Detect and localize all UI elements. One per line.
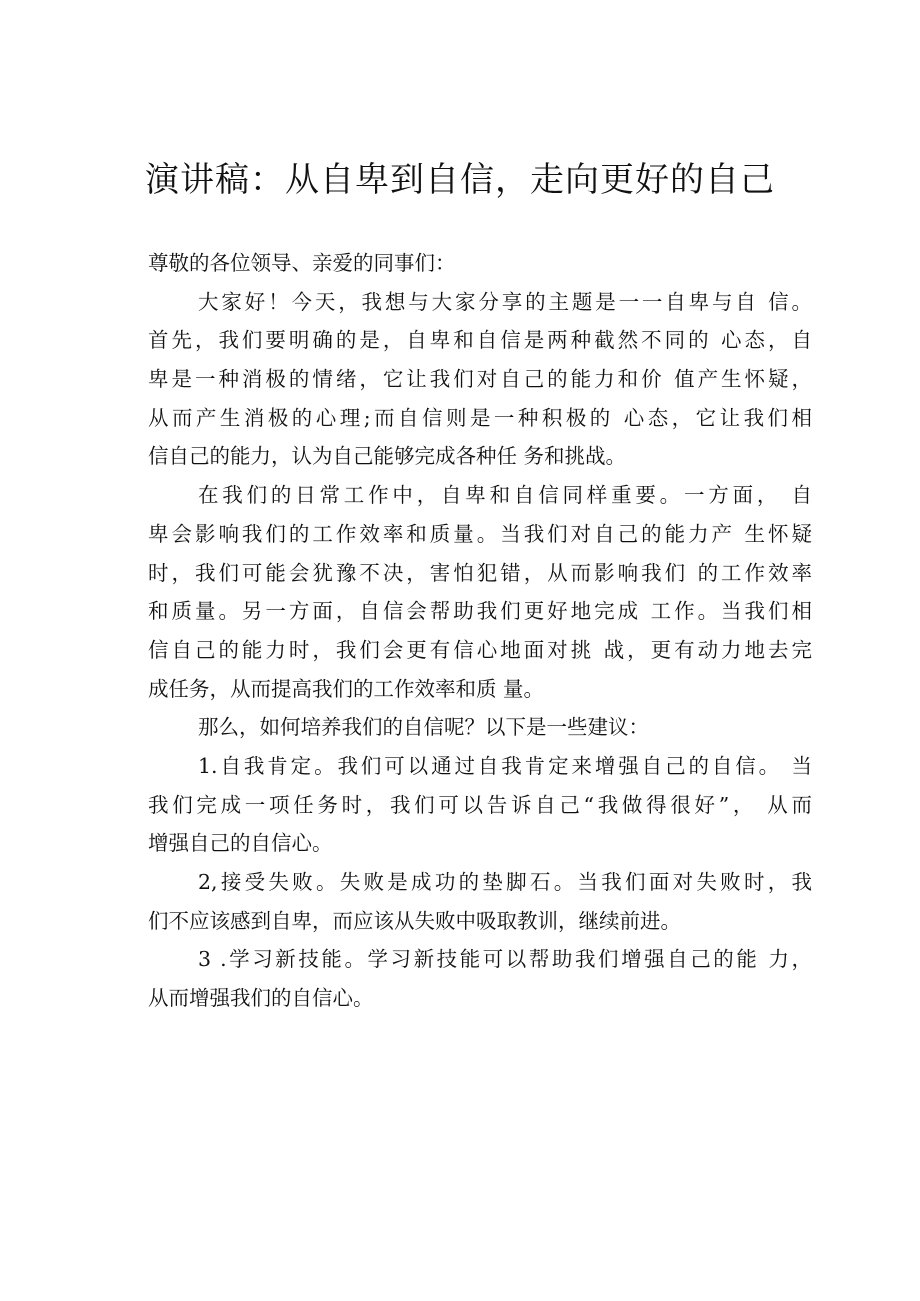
- paragraph-line: 和质量。另一方面，自信会帮助我们更好地完成 工作。当我们相: [148, 599, 812, 624]
- suggestion-line: 1.自我肯定。我们可以通过自我肯定来增强自己的自信。 当: [198, 753, 812, 778]
- paragraph-line: 首先，我们要明确的是，自卑和自信是两种截然不同的 心态，自: [148, 328, 812, 353]
- paragraph-line: 卑是一种消极的情绪，它让我们对自己的能力和价 值产生怀疑，: [148, 367, 812, 392]
- suggestion-line: 增强自己的自信心。: [148, 831, 333, 856]
- suggestion-line: 2,接受失败。失败是成功的垫脚石。当我们面对失败时，我: [198, 870, 812, 894]
- salutation: 尊敬的各位领导、亲爱的同事们：: [148, 251, 456, 275]
- paragraph-line: 在我们的日常工作中，自卑和自信同样重要。一方面， 自: [198, 483, 812, 508]
- paragraph-line: 从而产生消极的心理;而自信则是一种积极的 心态，它让我们相: [148, 405, 812, 430]
- paragraph-line: 信自己的能力，认为自己能够完成各种任 务和挑战。: [148, 444, 627, 469]
- document-body: [148, 244, 812, 1018]
- paragraph-line: 卑会影响我们的工作效率和质量。当我们对自己的能力产 生怀疑: [148, 521, 812, 546]
- paragraph-line: 那么，如何培养我们的自信呢？以下是一些建议：: [198, 715, 649, 740]
- paragraph-line: 成任务，从而提高我们的工作效率和质 量。: [148, 676, 545, 701]
- document-title: 演讲稿：从自卑到自信，走向更好的自己: [145, 160, 775, 200]
- suggestion-line: 3 .学习新技能。学习新技能可以帮助我们增强自己的能 力，: [198, 947, 812, 972]
- paragraph-line: 信自己的能力时，我们会更有信心地面对挑 战，更有动力地去完: [148, 637, 812, 662]
- paragraph-line: 时，我们可能会犹豫不决，害怕犯错，从而影响我们 的工作效率: [148, 560, 812, 585]
- suggestion-line: 从而增强我们的自信心。: [148, 986, 374, 1011]
- suggestion-line: 们不应该感到自卑，而应该从失败中吸取教训，继续前进。: [148, 908, 681, 933]
- paragraph-line: 大家好！今天，我想与大家分享的主题是一一自卑与自 信。: [198, 289, 812, 314]
- suggestion-line: 我们完成一项任务时，我们可以告诉自己“我做得很好”， 从而: [148, 792, 812, 817]
